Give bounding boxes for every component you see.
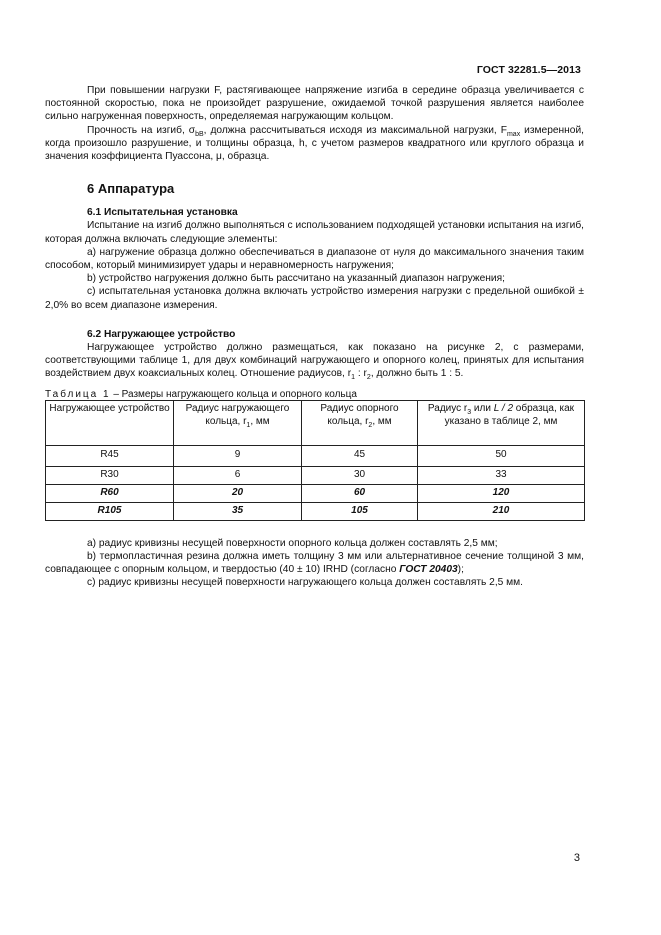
header-loading-ring-radius: Радиус нагружающего кольца, $r_1$, мм — [174, 400, 302, 445]
note-b: b) термопластичная резина должна иметь толщину 3 мм или альтернативное сечение толщиной 3 мм, совпадающее с опорным кольцом, и твердостью (40 ± 10) IRHD (согласно ГОСТ 20403); — [45, 550, 584, 576]
intro-paragraph-1: При повышении нагрузки F, растягивающее напряжение изгиба в середине образца увеличивается с постоянной скоростью, пока не произойдет разрушение, ожидаемой точкой разрушения является наиболее сильно нагруженная поверхность, определяемая нагружающим кольцом. — [45, 85, 584, 123]
section-6-1-title: 6.1 Испытательная установка — [87, 207, 238, 219]
table-notes — [45, 537, 584, 590]
note-c: с) радиус кривизны несущей поверхности нагружающего кольца должен составлять 2,5 мм. — [87, 577, 523, 589]
section-6-1-paragraph: Испытание на изгиб должно выполняться с использованием подходящей установки испытания на изгиб, которая должна включать следующие элементы: — [45, 220, 584, 245]
header-device: Нагружающее устройство — [46, 400, 174, 445]
intro-paragraph-2: Прочность на изгиб, $\sigma_{bB}$, должна рассчитываться исходя из максимальной нагрузки, $F_{max}$ измеренной, когда произошло разрушение, и толщины образца, h, с учетом размеров квадратного или круглого образца и значения коэффициента Пуассона, μ, образца. — [45, 124, 584, 163]
page-content — [45, 84, 584, 589]
table-row: R60 20 60 120 — [46, 484, 585, 502]
page-number: 3 — [573, 852, 580, 864]
note-a: а) радиус кривизны несущей поверхности опорного кольца должен составлять 2,5 мм; — [87, 537, 498, 549]
table-row: R105 35 105 210 — [46, 502, 585, 520]
section-6-1-item-b: b) устройство нагружения должно быть рассчитано на указанный диапазон нагружения; — [87, 273, 505, 285]
table-1 — [45, 400, 585, 521]
table-row: R30 6 30 33 — [46, 466, 585, 484]
standard-reference: ГОСТ 20403 — [399, 564, 458, 576]
header-support-ring-radius: Радиус опорного кольца, $r_2$, мм — [302, 400, 418, 445]
section-6-2-title: 6.2 Нагружающее устройство — [87, 328, 236, 340]
table-header-row — [46, 400, 585, 445]
section-6-1-item-a: а) нагружение образца должно обеспечиваться в диапазоне от нуля до максимального значения таким способом, который минимизирует удары и неравномерность нагружения; — [45, 246, 584, 272]
section-6-title: 6 Аппаратура — [87, 181, 175, 197]
header-specimen-radius: Радиус $r_3$ или L / 2 образца, как указано в таблице 2, мм — [418, 400, 585, 445]
document-header: ГОСТ 32281.5—2013 — [476, 64, 581, 76]
table-row: R45 9 45 50 — [46, 445, 585, 466]
table-1-caption: Таблица 1 – Размеры нагружающего кольца и опорного кольца — [45, 388, 357, 400]
section-6-2-paragraph: Нагружающее устройство должно размещаться, как показано на рисунке 2, с размерами, соответствующими таблице 1, для двух комбинаций нагружающего и опорного колец, принятых для испытания воздействием двух коаксиальных колец. Отношение радиусов, $r_1$ : $r_2$, должно быть 1 : 5. — [45, 342, 584, 382]
section-6-1-item-c: с) испытательная установка должна включать устройство измерения нагрузки с предельной ошибкой ± 2,0% во всем диапазоне измерения. — [45, 286, 584, 311]
